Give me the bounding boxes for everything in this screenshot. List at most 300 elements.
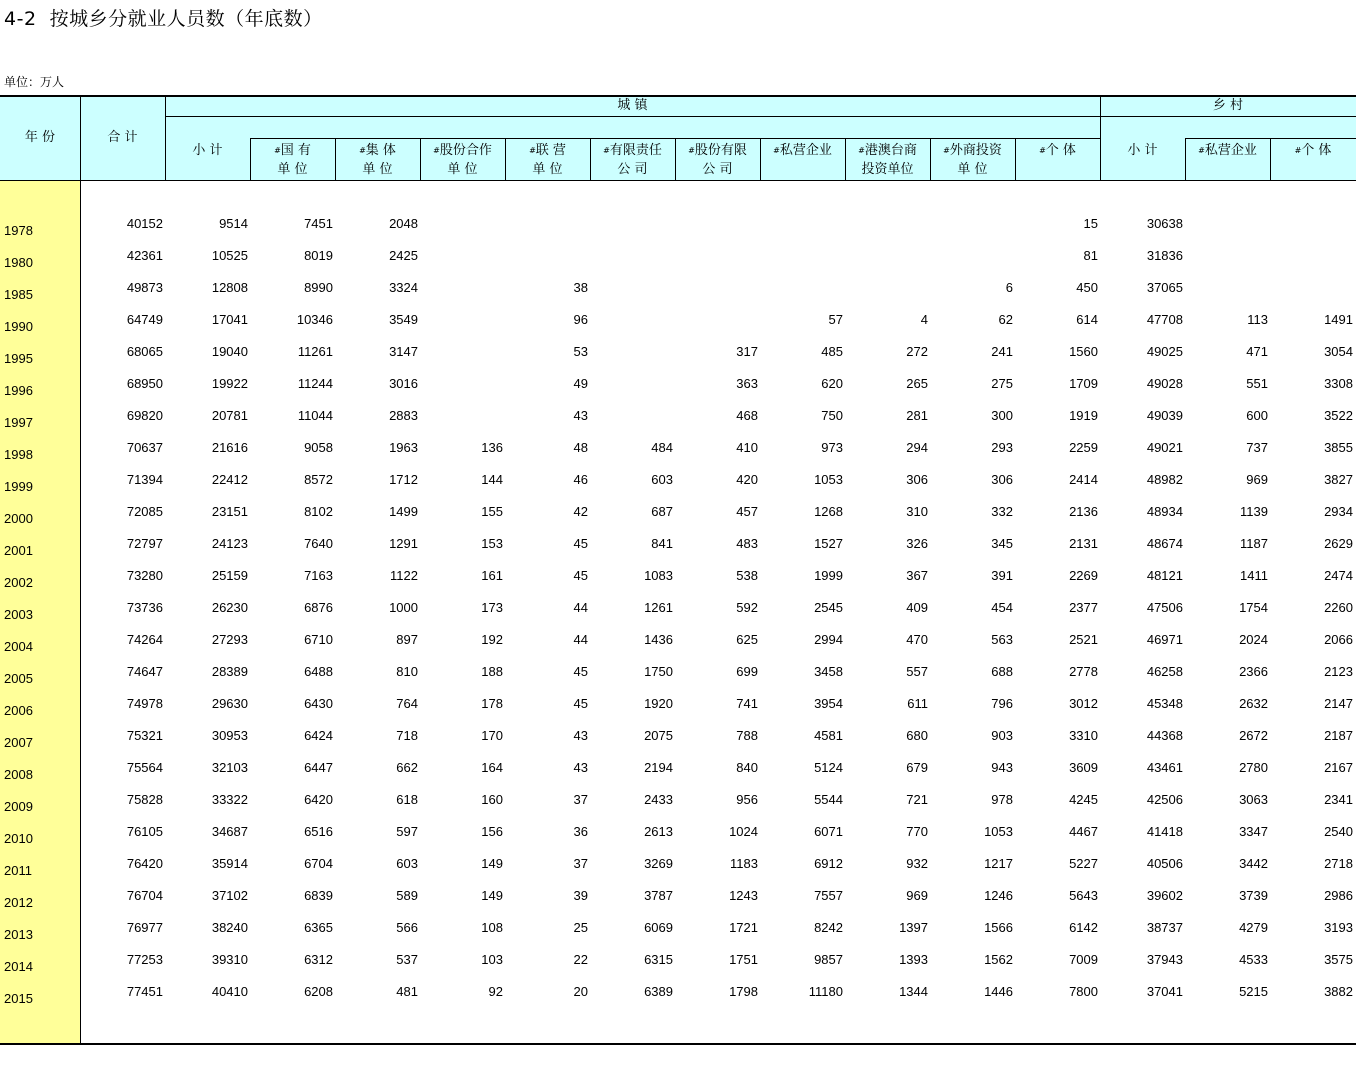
cell-value: 42 [573, 504, 588, 519]
cell-value: 1709 [1069, 376, 1098, 391]
cell-value: 25 [573, 920, 588, 935]
cell-value: 11180 [808, 984, 843, 999]
cell-value: 840 [736, 760, 758, 775]
table-row [0, 725, 1356, 757]
cell-value: 72797 [126, 536, 163, 551]
cell-value: 1291 [389, 536, 418, 551]
row-year: 2002 [4, 575, 33, 590]
cell-value: 39602 [1146, 888, 1183, 903]
cell-value: 48674 [1146, 536, 1183, 551]
cell-value: 2123 [1324, 664, 1353, 679]
cell-value: 42361 [126, 248, 163, 263]
cell-value: 1491 [1324, 312, 1353, 327]
cell-value: 2540 [1324, 824, 1353, 839]
cell-value: 49028 [1146, 376, 1183, 391]
cell-value: 12808 [211, 280, 248, 295]
cell-value: 64749 [126, 312, 163, 327]
cell-value: 2187 [1324, 728, 1353, 743]
cell-value: 74978 [126, 696, 163, 711]
cell-value: 3522 [1324, 408, 1353, 423]
cell-value: 2136 [1069, 504, 1098, 519]
row-year: 2015 [4, 991, 33, 1006]
cell-value: 92 [488, 984, 503, 999]
cell-value: 37 [573, 856, 588, 871]
cell-value: 1750 [644, 664, 673, 679]
cell-value: 6516 [304, 824, 333, 839]
sub-header: #联 营 单 位 [529, 143, 566, 177]
cell-value: 2147 [1324, 696, 1353, 711]
cell-value: 973 [821, 440, 843, 455]
cell-value: 70637 [126, 440, 163, 455]
cell-value: 2474 [1324, 568, 1353, 583]
cell-value: 1000 [389, 600, 418, 615]
cell-value: 294 [906, 440, 928, 455]
cell-value: 1397 [899, 920, 928, 935]
cell-value: 6365 [304, 920, 333, 935]
cell-value: 332 [991, 504, 1013, 519]
cell-value: 2075 [644, 728, 673, 743]
cell-value: 7800 [1069, 984, 1098, 999]
cell-value: 68065 [126, 344, 163, 359]
cell-value: 155 [481, 504, 503, 519]
cell-value: 49873 [126, 280, 163, 295]
cell-value: 4581 [814, 728, 843, 743]
cell-value: 21616 [211, 440, 248, 455]
cell-value: 38240 [211, 920, 248, 935]
cell-value: 3012 [1069, 696, 1098, 711]
row-year: 1980 [4, 255, 33, 270]
cell-value: 156 [481, 824, 503, 839]
row-year: 2014 [4, 959, 33, 974]
cell-value: 37943 [1146, 952, 1183, 967]
cell-value: 38737 [1146, 920, 1183, 935]
cell-value: 149 [481, 856, 503, 871]
cell-value: 6912 [814, 856, 843, 871]
cell-value: 33322 [211, 792, 248, 807]
cell-value: 3827 [1324, 472, 1353, 487]
cell-value: 192 [481, 632, 503, 647]
cell-value: 45 [573, 536, 588, 551]
header-total: 合 计 [107, 130, 138, 145]
cell-value: 44368 [1146, 728, 1183, 743]
cell-value: 75321 [126, 728, 163, 743]
cell-value: 72085 [126, 504, 163, 519]
cell-value: 7163 [304, 568, 333, 583]
sub-header: #个 体 [1039, 143, 1076, 158]
cell-value: 1446 [984, 984, 1013, 999]
cell-value: 5215 [1239, 984, 1268, 999]
row-year: 1997 [4, 415, 33, 430]
cell-value: 1436 [644, 632, 673, 647]
cell-value: 272 [906, 344, 928, 359]
cell-value: 9058 [304, 440, 333, 455]
cell-value: 6488 [304, 664, 333, 679]
cell-value: 6704 [304, 856, 333, 871]
cell-value: 764 [396, 696, 418, 711]
row-year: 2003 [4, 607, 33, 622]
cell-value: 2994 [814, 632, 843, 647]
cell-value: 28389 [211, 664, 248, 679]
cell-value: 42506 [1146, 792, 1183, 807]
cell-value: 43 [573, 408, 588, 423]
cell-value: 44 [573, 600, 588, 615]
cell-value: 25159 [211, 568, 248, 583]
cell-value: 300 [991, 408, 1013, 423]
cell-value: 77253 [126, 952, 163, 967]
cell-value: 32103 [211, 760, 248, 775]
sub-header: 小 计 [192, 143, 223, 158]
cell-value: 3193 [1324, 920, 1353, 935]
cell-value: 3269 [644, 856, 673, 871]
cell-value: 4245 [1069, 792, 1098, 807]
cell-value: 969 [1246, 472, 1268, 487]
table-row [0, 565, 1356, 597]
cell-value: 71394 [126, 472, 163, 487]
cell-value: 2131 [1069, 536, 1098, 551]
cell-value: 62 [998, 312, 1013, 327]
cell-value: 153 [481, 536, 503, 551]
cell-value: 1122 [390, 568, 418, 583]
table-row [0, 373, 1356, 405]
cell-value: 74264 [126, 632, 163, 647]
cell-value: 420 [736, 472, 758, 487]
table-row [0, 885, 1356, 917]
cell-value: 170 [481, 728, 503, 743]
cell-value: 603 [396, 856, 418, 871]
cell-value: 600 [1246, 408, 1268, 423]
cell-value: 770 [906, 824, 928, 839]
cell-value: 3324 [389, 280, 418, 295]
cell-value: 450 [1076, 280, 1098, 295]
bottom-rule [0, 1043, 1356, 1045]
cell-value: 8019 [304, 248, 333, 263]
table-row [0, 629, 1356, 661]
cell-value: 6839 [304, 888, 333, 903]
cell-value: 2260 [1324, 600, 1353, 615]
cell-value: 1999 [814, 568, 843, 583]
cell-value: 160 [481, 792, 503, 807]
cell-value: 39 [573, 888, 588, 903]
cell-value: 1053 [984, 824, 1013, 839]
cell-value: 31836 [1146, 248, 1183, 263]
cell-value: 8572 [304, 472, 333, 487]
sub-header: #国 有 单 位 [274, 143, 311, 177]
table-row [0, 341, 1356, 373]
cell-value: 2718 [1324, 856, 1353, 871]
cell-value: 796 [991, 696, 1013, 711]
cell-value: 2629 [1324, 536, 1353, 551]
cell-value: 136 [481, 440, 503, 455]
row-year: 2000 [4, 511, 33, 526]
sub-header: 小 计 [1127, 143, 1158, 158]
cell-value: 680 [906, 728, 928, 743]
row-year: 2008 [4, 767, 33, 782]
cell-value: 1560 [1069, 344, 1098, 359]
row-year: 2007 [4, 735, 33, 750]
cell-value: 40410 [211, 984, 248, 999]
row-year: 1998 [4, 447, 33, 462]
cell-value: 1919 [1069, 408, 1098, 423]
cell-value: 3442 [1239, 856, 1268, 871]
cell-value: 538 [736, 568, 758, 583]
cell-value: 563 [991, 632, 1013, 647]
cell-value: 6312 [304, 952, 333, 967]
row-year: 1995 [4, 351, 33, 366]
cell-value: 1566 [984, 920, 1013, 935]
cell-value: 188 [481, 664, 503, 679]
cell-value: 978 [991, 792, 1013, 807]
cell-value: 20 [573, 984, 588, 999]
cell-value: 2167 [1324, 760, 1353, 775]
cell-value: 144 [481, 472, 503, 487]
cell-value: 113 [1247, 312, 1268, 327]
cell-value: 76105 [126, 824, 163, 839]
cell-value: 485 [821, 344, 843, 359]
cell-value: 1053 [814, 472, 843, 487]
cell-value: 26230 [211, 600, 248, 615]
cell-value: 74647 [126, 664, 163, 679]
cell-value: 2672 [1239, 728, 1268, 743]
cell-value: 5544 [814, 792, 843, 807]
cell-value: 3016 [389, 376, 418, 391]
cell-value: 77451 [126, 984, 163, 999]
cell-value: 49021 [1146, 440, 1183, 455]
table-row [0, 661, 1356, 693]
cell-value: 45 [573, 568, 588, 583]
sub-rule-rural [1186, 138, 1356, 139]
cell-value: 108 [481, 920, 503, 935]
cell-value: 2883 [389, 408, 418, 423]
table-row [0, 757, 1356, 789]
table-row [0, 501, 1356, 533]
cell-value: 36 [573, 824, 588, 839]
cell-value: 76977 [126, 920, 163, 935]
cell-value: 15 [1083, 216, 1098, 231]
cell-value: 23151 [211, 504, 248, 519]
cell-value: 24123 [211, 536, 248, 551]
cell-value: 69820 [126, 408, 163, 423]
cell-value: 39310 [211, 952, 248, 967]
table-row [0, 277, 1356, 309]
cell-value: 46971 [1146, 632, 1183, 647]
cell-value: 178 [481, 696, 503, 711]
cell-value: 2377 [1069, 600, 1098, 615]
cell-value: 3855 [1324, 440, 1353, 455]
cell-value: 741 [736, 696, 758, 711]
cell-value: 1754 [1239, 600, 1268, 615]
cell-value: 4 [920, 312, 928, 327]
cell-value: 391 [991, 568, 1013, 583]
row-year: 2013 [4, 927, 33, 942]
cell-value: 1139 [1240, 504, 1268, 519]
cell-value: 810 [396, 664, 418, 679]
cell-value: 37065 [1146, 280, 1183, 295]
cell-value: 7640 [304, 536, 333, 551]
cell-value: 2780 [1239, 760, 1268, 775]
cell-value: 37041 [1146, 984, 1183, 999]
cell-value: 1243 [729, 888, 758, 903]
cell-value: 679 [906, 760, 928, 775]
cell-value: 5643 [1069, 888, 1098, 903]
table-row [0, 437, 1356, 469]
cell-value: 306 [906, 472, 928, 487]
cell-value: 3063 [1239, 792, 1268, 807]
cell-value: 956 [736, 792, 758, 807]
cell-value: 6447 [304, 760, 333, 775]
cell-value: 49 [573, 376, 588, 391]
cell-value: 589 [396, 888, 418, 903]
cell-value: 1963 [389, 440, 418, 455]
cell-value: 22 [573, 952, 588, 967]
unit-label: 单位：万人 [4, 75, 65, 89]
cell-value: 6424 [304, 728, 333, 743]
cell-value: 173 [481, 600, 503, 615]
table-row [0, 693, 1356, 725]
cell-value: 11244 [297, 376, 333, 391]
cell-value: 484 [651, 440, 673, 455]
table-row [0, 245, 1356, 277]
cell-value: 48 [573, 440, 588, 455]
cell-value: 11261 [297, 344, 333, 359]
cell-value: 10525 [211, 248, 248, 263]
cell-value: 6142 [1069, 920, 1098, 935]
cell-value: 73280 [126, 568, 163, 583]
cell-value: 6 [1005, 280, 1013, 295]
cell-value: 4533 [1239, 952, 1268, 967]
cell-value: 932 [906, 856, 928, 871]
cell-value: 3882 [1324, 984, 1353, 999]
cell-value: 620 [821, 376, 843, 391]
cell-value: 943 [991, 760, 1013, 775]
row-year: 1990 [4, 319, 33, 334]
cell-value: 45 [573, 664, 588, 679]
row-year: 2011 [4, 863, 32, 878]
sub-header: #股份有限 公 司 [688, 143, 747, 177]
cell-value: 3787 [644, 888, 673, 903]
cell-value: 1721 [729, 920, 758, 935]
cell-value: 662 [396, 760, 418, 775]
cell-value: 48982 [1146, 472, 1183, 487]
cell-value: 48934 [1146, 504, 1183, 519]
cell-value: 68950 [126, 376, 163, 391]
cell-value: 6420 [304, 792, 333, 807]
table-row [0, 213, 1356, 245]
cell-value: 687 [651, 504, 673, 519]
cell-value: 737 [1246, 440, 1268, 455]
cell-value: 721 [906, 792, 928, 807]
cell-value: 345 [991, 536, 1013, 551]
cell-value: 306 [991, 472, 1013, 487]
cell-value: 19922 [211, 376, 248, 391]
employment-table [0, 95, 1356, 1045]
cell-value: 2545 [814, 600, 843, 615]
cell-value: 788 [736, 728, 758, 743]
cell-value: 75828 [126, 792, 163, 807]
cell-value: 969 [906, 888, 928, 903]
table-row [0, 469, 1356, 501]
cell-value: 2066 [1324, 632, 1353, 647]
cell-value: 409 [906, 600, 928, 615]
cell-value: 38 [573, 280, 588, 295]
cell-value: 614 [1076, 312, 1098, 327]
cell-value: 2521 [1069, 632, 1098, 647]
cell-value: 35914 [211, 856, 248, 871]
cell-value: 281 [906, 408, 928, 423]
cell-value: 367 [906, 568, 928, 583]
cell-value: 483 [736, 536, 758, 551]
cell-value: 53 [573, 344, 588, 359]
cell-value: 265 [906, 376, 928, 391]
cell-value: 750 [821, 408, 843, 423]
cell-value: 49039 [1146, 408, 1183, 423]
cell-value: 7557 [814, 888, 843, 903]
cell-value: 2366 [1239, 664, 1268, 679]
cell-value: 4279 [1239, 920, 1268, 935]
cell-value: 19040 [211, 344, 248, 359]
cell-value: 6069 [644, 920, 673, 935]
cell-value: 29630 [211, 696, 248, 711]
sub-header: #私营企业 [773, 143, 832, 158]
cell-value: 8102 [304, 504, 333, 519]
cell-value: 20781 [211, 408, 248, 423]
cell-value: 43 [573, 760, 588, 775]
cell-value: 618 [396, 792, 418, 807]
cell-value: 1562 [984, 952, 1013, 967]
cell-value: 8990 [304, 280, 333, 295]
cell-value: 3549 [389, 312, 418, 327]
cell-value: 688 [991, 664, 1013, 679]
sub-header: #有限责任 公 司 [603, 143, 662, 177]
cell-value: 537 [396, 952, 418, 967]
cell-value: 2048 [389, 216, 418, 231]
cell-value: 76704 [126, 888, 163, 903]
cell-value: 1268 [814, 504, 843, 519]
header-year: 年 份 [24, 130, 56, 145]
cell-value: 611 [907, 696, 928, 711]
cell-value: 468 [736, 408, 758, 423]
cell-value: 149 [481, 888, 503, 903]
table-row [0, 309, 1356, 341]
cell-value: 1246 [984, 888, 1013, 903]
cell-value: 566 [396, 920, 418, 935]
cell-value: 597 [396, 824, 418, 839]
cell-value: 1411 [1240, 568, 1268, 583]
cell-value: 2934 [1324, 504, 1353, 519]
cell-value: 3739 [1239, 888, 1268, 903]
cell-value: 1798 [729, 984, 758, 999]
cell-value: 81 [1083, 248, 1098, 263]
cell-value: 1024 [729, 824, 758, 839]
row-year: 1996 [4, 383, 33, 398]
header-bottom-rule [0, 180, 1356, 181]
cell-value: 6208 [304, 984, 333, 999]
cell-value: 73736 [126, 600, 163, 615]
cell-value: 470 [906, 632, 928, 647]
cell-value: 40506 [1146, 856, 1183, 871]
sub-header: #私营企业 [1198, 143, 1257, 158]
cell-value: 44 [573, 632, 588, 647]
cell-value: 293 [991, 440, 1013, 455]
cell-value: 603 [651, 472, 673, 487]
row-year: 1999 [4, 479, 33, 494]
cell-value: 96 [573, 312, 588, 327]
sub-header: #个 体 [1294, 143, 1332, 158]
cell-value: 1083 [644, 568, 673, 583]
cell-value: 27293 [211, 632, 248, 647]
header-urban: 城 镇 [617, 98, 648, 113]
cell-value: 45 [573, 696, 588, 711]
cell-value: 34687 [211, 824, 248, 839]
